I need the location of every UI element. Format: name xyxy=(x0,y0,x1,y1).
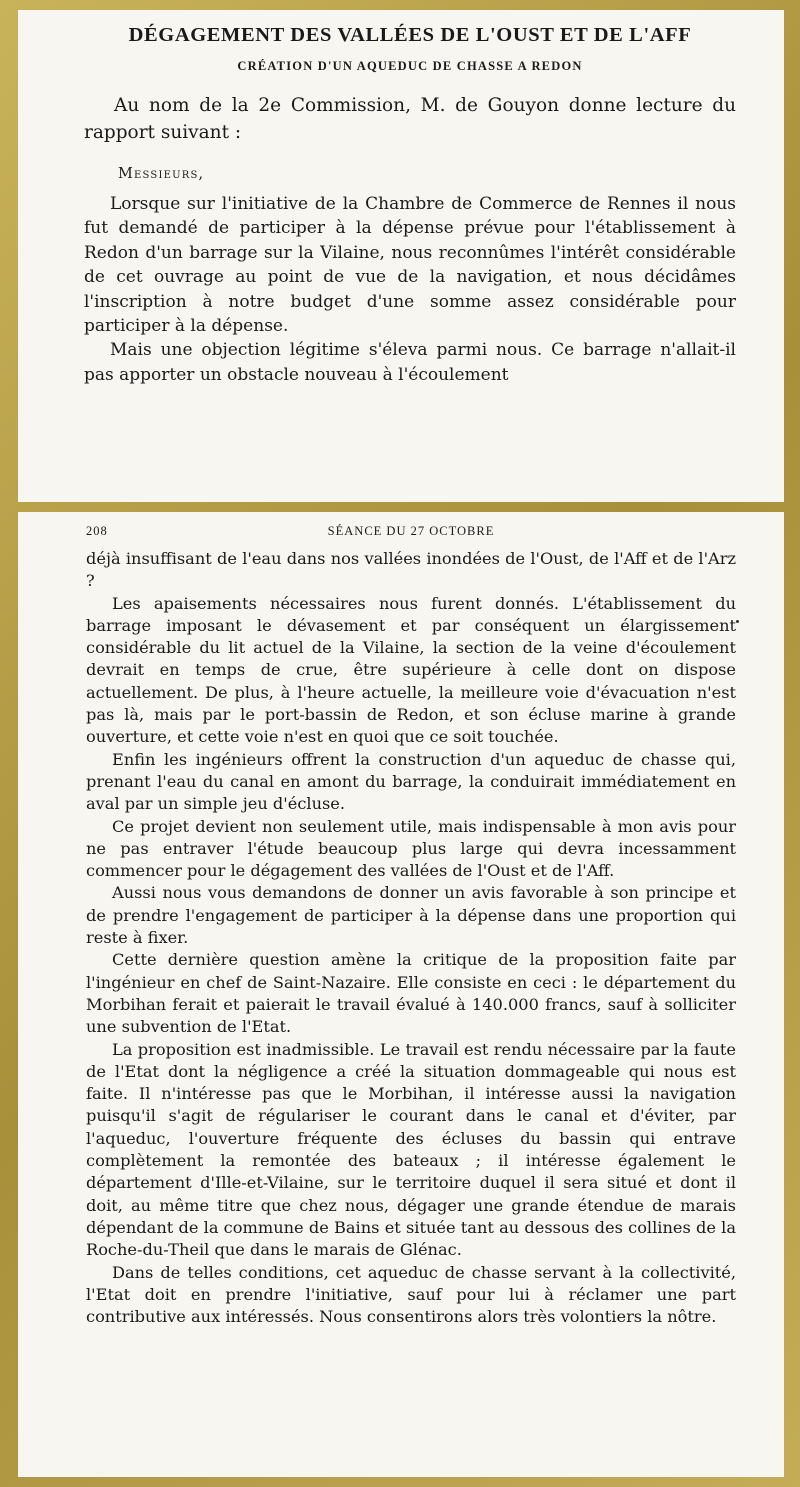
intro-paragraph: Au nom de la 2e Commission, M. de Gouyon donne lecture du rapport suivant : xyxy=(84,95,736,143)
page-header xyxy=(86,524,736,542)
page-number: 208 xyxy=(86,524,108,538)
paragraph: Cette dernière question amène la critique de la proposition faite par l'ingénieur en chef de Saint-Nazaire. Elle consiste en ceci : le département du Morbihan ferait et paierait le travail évalué à 140.000 francs, sauf à solliciter une subvention de l'Etat. xyxy=(86,950,736,1037)
running-head: SÉANCE DU 27 OCTOBRE xyxy=(327,524,495,538)
salutation: Messieurs, xyxy=(118,166,205,182)
document-subtitle: CRÉATION D'UN AQUEDUC DE CHASSE A REDON xyxy=(237,59,583,73)
paragraph: Lorsque sur l'initiative de la Chambre de Commerce de Rennes il nous fut demandé de participer à la dépense prévue pour l'établissement à Redon d'un barrage sur la Vilaine, nous reconnûmes l'intérêt considérable de cet ouvrage au point de vue de la navigation, et nous décidâmes l'inscription à notre budget d'une somme assez considérable pour participer à la dépense. xyxy=(84,194,736,337)
document-title: DÉGAGEMENT DES VALLÉES DE L'OUST ET DE L'AFF xyxy=(128,24,692,46)
paragraph: Les apaisements nécessaires nous furent donnés. L'établissement du barrage imposant le dévasement et par conséquent un élargissement considérable du lit actuel de la Vilaine, la section de la veine d'écoulement devrait en temps de crue, être supérieure à celle dont on dispose actuellement. De plus, à l'heure actuelle, la meilleure voie d'évacuation n'est pas là, mais par le port-bassin de Redon, et son écluse marine à grande ouverture, et cette voie n'est en quoi que ce soit touchée. xyxy=(86,593,736,747)
continuation-text: déjà insuffisant de l'eau dans nos vallées inondées de l'Oust, de l'Aff et de l'Arz ? xyxy=(86,549,736,591)
paragraph: Mais une objection légitime s'éleva parmi nous. Ce barrage n'allait-il pas apporter un obstacle nouveau à l'écoulement xyxy=(84,340,736,385)
paragraph: Aussi nous vous demandons de donner un avis favorable à son principe et de prendre l'engagement de participer à la dépense dans une proportion qui reste à fixer. xyxy=(86,883,736,948)
paragraph: Dans de telles conditions, cet aqueduc de chasse servant à la collectivité, l'Etat doit en prendre l'initiative, sauf pour lui à réclamer une part contributive aux intéressés. Nous consentirons alors très volontiers la nôtre. xyxy=(86,1262,736,1327)
ink-speck xyxy=(736,620,739,623)
top-page-excerpt xyxy=(18,10,784,502)
paragraph: La proposition est inadmissible. Le travail est rendu nécessaire par la faute de l'Etat dont la négligence a créé la situation dommageable qui nous est faite. Il n'intéresse pas que le Morbihan, il intéresse aussi la navigation puisqu'il s'agit de régulariser le courant dans le canal et d'éviter, par l'aqueduc, l'ouverture fréquente des écluses du bassin qui entrave complètement la remontée des bateaux ; il intéresse également le département d'Ille-et-Vilaine, sur le territoire duquel il sera situé et dont il doit, au même titre que chez nous, dégager une grande étendue de marais dépendant de la commune de Bains et située tant au dessous des collines de la Roche-du-Theil que dans le marais de Glénac. xyxy=(86,1039,736,1260)
paragraph: Ce projet devient non seulement utile, mais indispensable à mon avis pour ne pas entraver l'étude beaucoup plus large qui devra incessamment commencer pour le dégagement des vallées de l'Oust et de l'Aff. xyxy=(86,816,736,881)
bottom-page-excerpt xyxy=(18,512,784,1477)
paragraph: Enfin les ingénieurs offrent la construction d'un aqueduc de chasse qui, prenant l'eau du canal en amont du barrage, la conduirait immédiatement en aval par un simple jeu d'écluse. xyxy=(86,749,736,814)
